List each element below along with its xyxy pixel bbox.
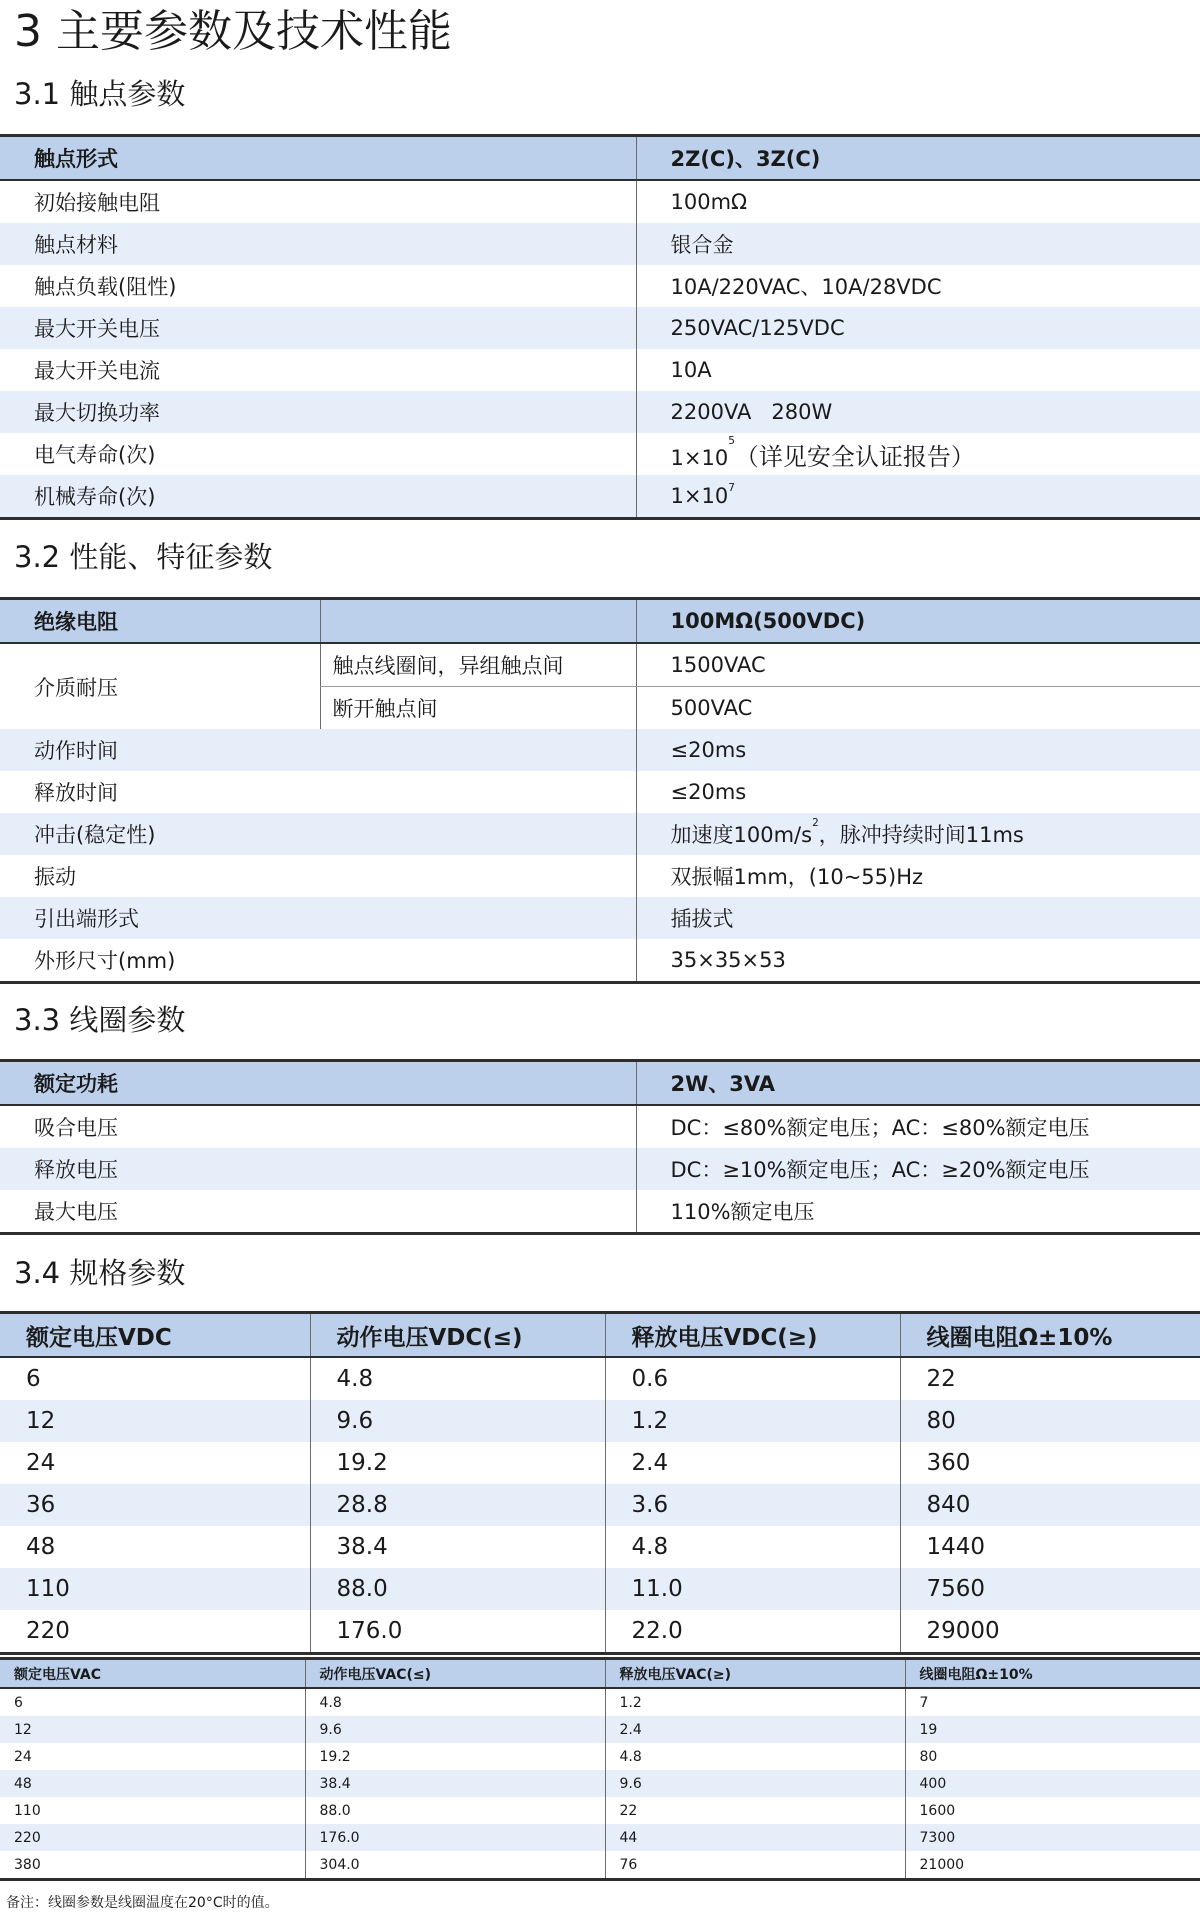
table-cell: 220	[0, 1824, 305, 1851]
table-cell: 380	[0, 1851, 305, 1880]
table-cell: 6	[0, 1357, 310, 1400]
table-row	[0, 1743, 1200, 1770]
table-cell: 1600	[905, 1797, 1200, 1824]
param-label: 电气寿命(次)	[0, 433, 636, 475]
param-value: DC：≥10%额定电压；AC：≥20%额定电压	[636, 1148, 1200, 1190]
table-row	[0, 813, 1200, 855]
table-row	[0, 307, 1200, 349]
table-cell: 29000	[900, 1610, 1200, 1654]
value-exponent: 7	[728, 482, 735, 494]
table-row	[0, 1357, 1200, 1400]
header-cell: 线圈电阻Ω±10%	[905, 1659, 1200, 1689]
param-label: 初始接触电阻	[0, 180, 636, 223]
footnote: 备注：线圈参数是线圈温度在20°C时的值。	[6, 1895, 279, 1911]
table-cell: 4.8	[310, 1357, 605, 1400]
table-cell: 11.0	[605, 1568, 900, 1610]
header-cell: 动作电压VAC(≤)	[305, 1659, 605, 1689]
table-cell: 48	[0, 1526, 310, 1568]
param-value	[636, 475, 1200, 519]
header-cell: 2W、3VA	[636, 1061, 1200, 1106]
value-part: ，脉冲持续时间11ms	[818, 823, 1024, 847]
param-value: 500VAC	[636, 687, 1200, 730]
table-row	[0, 433, 1200, 475]
table-cell: 176.0	[305, 1824, 605, 1851]
table-row	[0, 265, 1200, 307]
table-row	[0, 1824, 1200, 1851]
table-cell: 22	[900, 1357, 1200, 1400]
table-cell: 1.2	[605, 1688, 905, 1716]
value-exponent: 5	[728, 434, 735, 447]
header-cell: 额定电压VDC	[0, 1313, 310, 1358]
table-header-row	[0, 599, 1200, 644]
table-cell: 2.4	[605, 1716, 905, 1743]
param-label: 振动	[0, 855, 636, 897]
table-row	[0, 1148, 1200, 1190]
table-cell: 2.4	[605, 1442, 900, 1484]
param-value: DC：≤80%额定电压；AC：≤80%额定电压	[636, 1105, 1200, 1148]
table-cell: 7	[905, 1688, 1200, 1716]
table-cell: 44	[605, 1824, 905, 1851]
table-header-row	[0, 136, 1200, 181]
table-row	[0, 771, 1200, 813]
param-sublabel: 触点线圈间，异组触点间	[320, 643, 636, 687]
table-cell: 4.8	[605, 1743, 905, 1770]
param-value: ≤20ms	[636, 771, 1200, 813]
table-cell: 9.6	[310, 1400, 605, 1442]
table-cell: 3.6	[605, 1484, 900, 1526]
table-header-row	[0, 1061, 1200, 1106]
param-label: 引出端形式	[0, 897, 636, 939]
table-cell: 400	[905, 1770, 1200, 1797]
performance-params-table	[0, 597, 1200, 984]
table-cell: 88.0	[310, 1568, 605, 1610]
value-note: （详见安全认证报告）	[734, 442, 975, 471]
table-cell: 176.0	[310, 1610, 605, 1654]
section-title-performance: 3.2 性能、特征参数	[14, 540, 273, 574]
param-label: 介质耐压	[0, 643, 320, 729]
param-label: 触点负载(阻性)	[0, 265, 636, 307]
param-label: 吸合电压	[0, 1105, 636, 1148]
table-row	[0, 1688, 1200, 1716]
table-row	[0, 391, 1200, 433]
param-value: 10A/220VAC、10A/28VDC	[636, 265, 1200, 307]
table-cell: 9.6	[605, 1770, 905, 1797]
table-cell: 36	[0, 1484, 310, 1526]
param-label: 释放电压	[0, 1148, 636, 1190]
param-value: 银合金	[636, 223, 1200, 265]
table-row	[0, 1105, 1200, 1148]
value-exponent: 2	[812, 817, 819, 829]
table-cell: 304.0	[305, 1851, 605, 1880]
table-row	[0, 1484, 1200, 1526]
param-label: 外形尺寸(mm)	[0, 939, 636, 983]
table-cell: 80	[905, 1743, 1200, 1770]
param-value: ≤20ms	[636, 729, 1200, 771]
table-cell: 4.8	[305, 1688, 605, 1716]
table-cell: 7560	[900, 1568, 1200, 1610]
header-cell: 释放电压VAC(≥)	[605, 1659, 905, 1689]
contact-params-table	[0, 134, 1200, 520]
header-cell: 动作电压VDC(≤)	[310, 1313, 605, 1358]
table-header-row	[0, 1659, 1200, 1689]
table-row	[0, 1610, 1200, 1654]
value-base: 1×10	[670, 484, 729, 508]
param-label: 最大电压	[0, 1190, 636, 1234]
table-row	[0, 1716, 1200, 1743]
table-cell: 7300	[905, 1824, 1200, 1851]
table-cell: 12	[0, 1716, 305, 1743]
page-title: 3 主要参数及技术性能	[14, 6, 452, 57]
table-row	[0, 1442, 1200, 1484]
table-cell: 0.6	[605, 1357, 900, 1400]
table-cell: 38.4	[305, 1770, 605, 1797]
table-row	[0, 939, 1200, 983]
coil-params-table	[0, 1059, 1200, 1235]
param-label: 最大开关电流	[0, 349, 636, 391]
table-cell: 19.2	[305, 1743, 605, 1770]
table-cell: 12	[0, 1400, 310, 1442]
section-title-coil: 3.3 线圈参数	[14, 1003, 186, 1037]
spec-ac-table	[0, 1657, 1200, 1881]
table-row	[0, 897, 1200, 939]
table-cell: 1.2	[605, 1400, 900, 1442]
table-cell: 6	[0, 1688, 305, 1716]
header-cell: 绝缘电阻	[0, 599, 320, 644]
table-row	[0, 729, 1200, 771]
table-cell: 9.6	[305, 1716, 605, 1743]
param-label: 最大切换功率	[0, 391, 636, 433]
param-value: 110%额定电压	[636, 1190, 1200, 1234]
param-value: 1500VAC	[636, 643, 1200, 687]
param-value	[636, 433, 1200, 475]
value-part: 加速度100m/s	[670, 823, 813, 847]
header-cell: 线圈电阻Ω±10%	[900, 1313, 1200, 1358]
table-row	[0, 1400, 1200, 1442]
table-cell: 48	[0, 1770, 305, 1797]
param-label: 触点材料	[0, 223, 636, 265]
header-cell: 额定电压VAC	[0, 1659, 305, 1689]
param-sublabel: 断开触点间	[320, 687, 636, 730]
param-label: 冲击(稳定性)	[0, 813, 636, 855]
table-row	[0, 223, 1200, 265]
table-cell: 360	[900, 1442, 1200, 1484]
table-cell: 19.2	[310, 1442, 605, 1484]
table-cell: 22	[605, 1797, 905, 1824]
param-value: 10A	[636, 349, 1200, 391]
table-row	[0, 1190, 1200, 1234]
param-label: 最大开关电压	[0, 307, 636, 349]
table-cell: 28.8	[310, 1484, 605, 1526]
value-base: 1×10	[670, 445, 729, 470]
header-cell-empty	[320, 599, 636, 644]
header-cell: 释放电压VDC(≥)	[605, 1313, 900, 1358]
table-cell: 110	[0, 1797, 305, 1824]
param-label: 机械寿命(次)	[0, 475, 636, 519]
table-cell: 80	[900, 1400, 1200, 1442]
spec-dc-table	[0, 1311, 1200, 1655]
table-cell: 19	[905, 1716, 1200, 1743]
table-row	[0, 855, 1200, 897]
table-header-row	[0, 1313, 1200, 1358]
table-row	[0, 475, 1200, 519]
param-value	[636, 813, 1200, 855]
param-value: 2200VA 280W	[636, 391, 1200, 433]
section-title-contact: 3.1 触点参数	[14, 77, 186, 111]
table-cell: 21000	[905, 1851, 1200, 1880]
table-row	[0, 643, 1200, 687]
table-cell: 38.4	[310, 1526, 605, 1568]
header-cell: 100MΩ(500VDC)	[636, 599, 1200, 644]
table-cell: 1440	[900, 1526, 1200, 1568]
table-row	[0, 349, 1200, 391]
table-cell: 22.0	[605, 1610, 900, 1654]
table-cell: 220	[0, 1610, 310, 1654]
table-row	[0, 1797, 1200, 1824]
section-title-spec: 3.4 规格参数	[14, 1256, 186, 1290]
table-cell: 76	[605, 1851, 905, 1880]
param-label: 动作时间	[0, 729, 636, 771]
header-cell: 触点形式	[0, 136, 636, 181]
param-value: 插拔式	[636, 897, 1200, 939]
table-cell: 88.0	[305, 1797, 605, 1824]
table-row	[0, 180, 1200, 223]
header-cell: 额定功耗	[0, 1061, 636, 1106]
param-value: 100mΩ	[636, 180, 1200, 223]
param-value: 双振幅1mm，(10~55)Hz	[636, 855, 1200, 897]
table-cell: 4.8	[605, 1526, 900, 1568]
param-value: 250VAC/125VDC	[636, 307, 1200, 349]
header-cell: 2Z(C)、3Z(C)	[636, 136, 1200, 181]
table-cell: 24	[0, 1442, 310, 1484]
param-value: 35×35×53	[636, 939, 1200, 983]
table-cell: 24	[0, 1743, 305, 1770]
table-row	[0, 1770, 1200, 1797]
param-label: 释放时间	[0, 771, 636, 813]
table-cell: 110	[0, 1568, 310, 1610]
table-row	[0, 1568, 1200, 1610]
table-row	[0, 1851, 1200, 1880]
table-cell: 840	[900, 1484, 1200, 1526]
table-row	[0, 1526, 1200, 1568]
